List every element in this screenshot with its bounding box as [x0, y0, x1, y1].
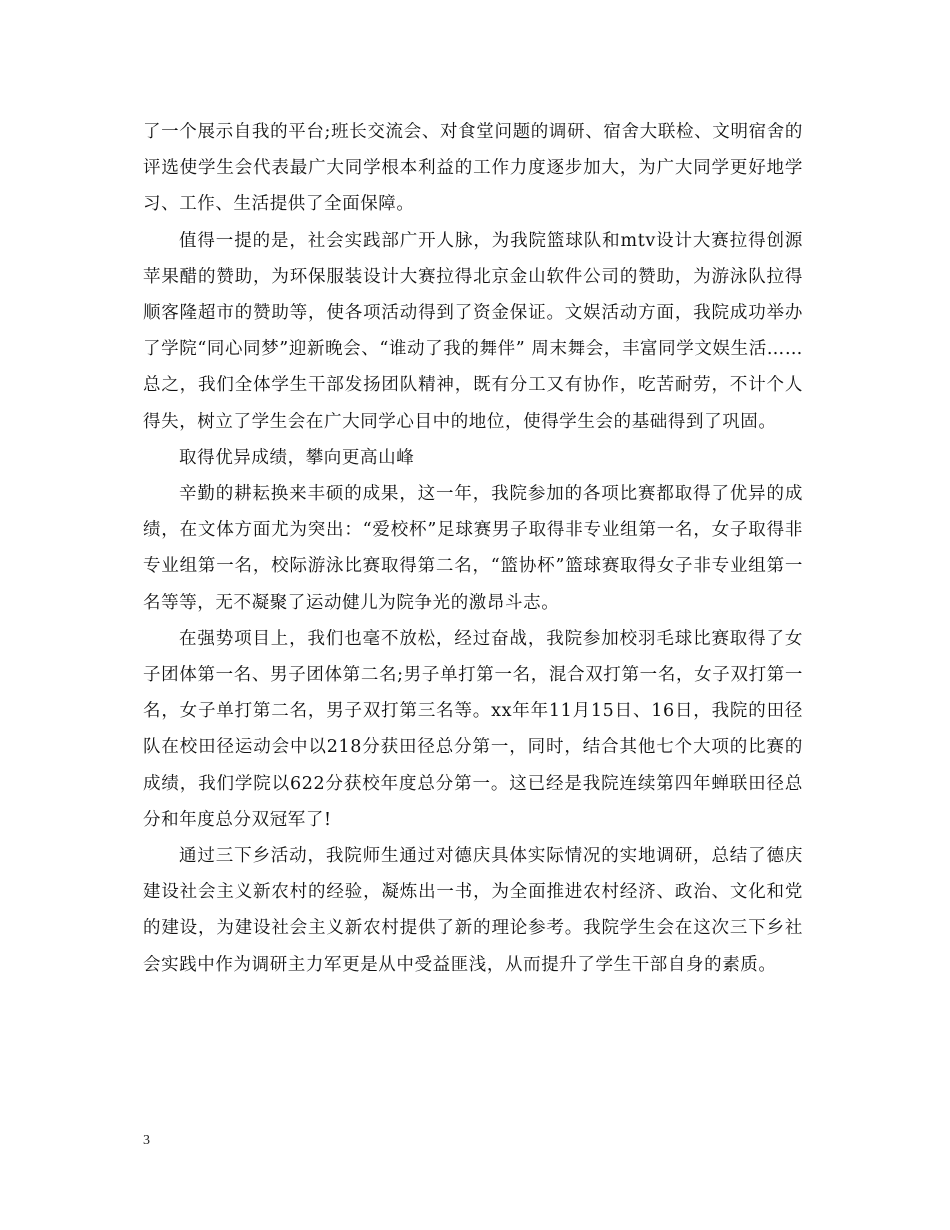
paragraph-continuation: 了一个展示自我的平台;班长交流会、对食堂问题的调研、宿舍大联检、文明宿舍的评选使学生会代表最广大同学根本利益的工作力度逐步加大，为广大同学更好地学习、工作、生活提供了全面保障。: [143, 122, 803, 215]
paragraph-social-practice: 值得一提的是，社会实践部广开人脉，为我院篮球队和mtv设计大赛拉得创源苹果醋的赞助，为环保服装设计大赛拉得北京金山软件公司的赞助，为游泳队拉得顺客隆超市的赞助等，使各项活动得到了资金保证。文娱活动方面，我院成功举办了学院“同心同梦”迎新晚会、“谁动了我的舞伴” 周末舞会，丰富同学文娱生活……总之，我们全体学生干部发扬团队精神，既有分工又有协作，吃苦耐劳，不计个人得失，树立了学生会在广大同学心目中的地位，使得学生会的基础得到了巩固。: [143, 230, 803, 432]
page-number: 3: [143, 1133, 150, 1148]
document-body: [143, 114, 803, 983]
section-heading: 取得优异成绩，攀向更高山峰: [179, 447, 415, 468]
paragraph-rural-activity: 通过三下乡活动，我院师生通过对德庆具体实际情况的实地调研，总结了德庆建设社会主义新农村的经验，凝炼出一书，为全面推进农村经济、政治、文化和党的建设，为建设社会主义新农村提供了新的理论参考。我院学生会在这次三下乡社会实践中作为调研主力军更是从中受益匪浅，从而提升了学生干部自身的素质。: [143, 846, 803, 975]
paragraph-sports-achievements: 辛勤的耕耘换来丰硕的成果，这一年，我院参加的各项比赛都取得了优异的成绩，在文体方面尤为突出：“爱校杯”足球赛男子取得非专业组第一名，女子取得非专业组第一名，校际游泳比赛取得第二名，“篮协杯”篮球赛取得女子非专业组第一名等等，无不凝聚了运动健儿为院争光的激昂斗志。: [143, 484, 803, 613]
paragraph-badminton-athletics: 在强势项目上，我们也毫不放松，经过奋战，我院参加校羽毛球比赛取得了女子团体第一名、男子团体第二名;男子单打第一名，混合双打第一名，女子双打第一名，女子单打第二名，男子双打第三名等。xx年年11月15日、16日，我院的田径队在校田径运动会中以218分获田径总分第一，同时，结合其他七个大项的比赛的成绩，我们学院以622分获校年度总分第一。这已经是我院连续第四年蝉联田径总分和年度总分双冠军了!: [143, 628, 803, 830]
